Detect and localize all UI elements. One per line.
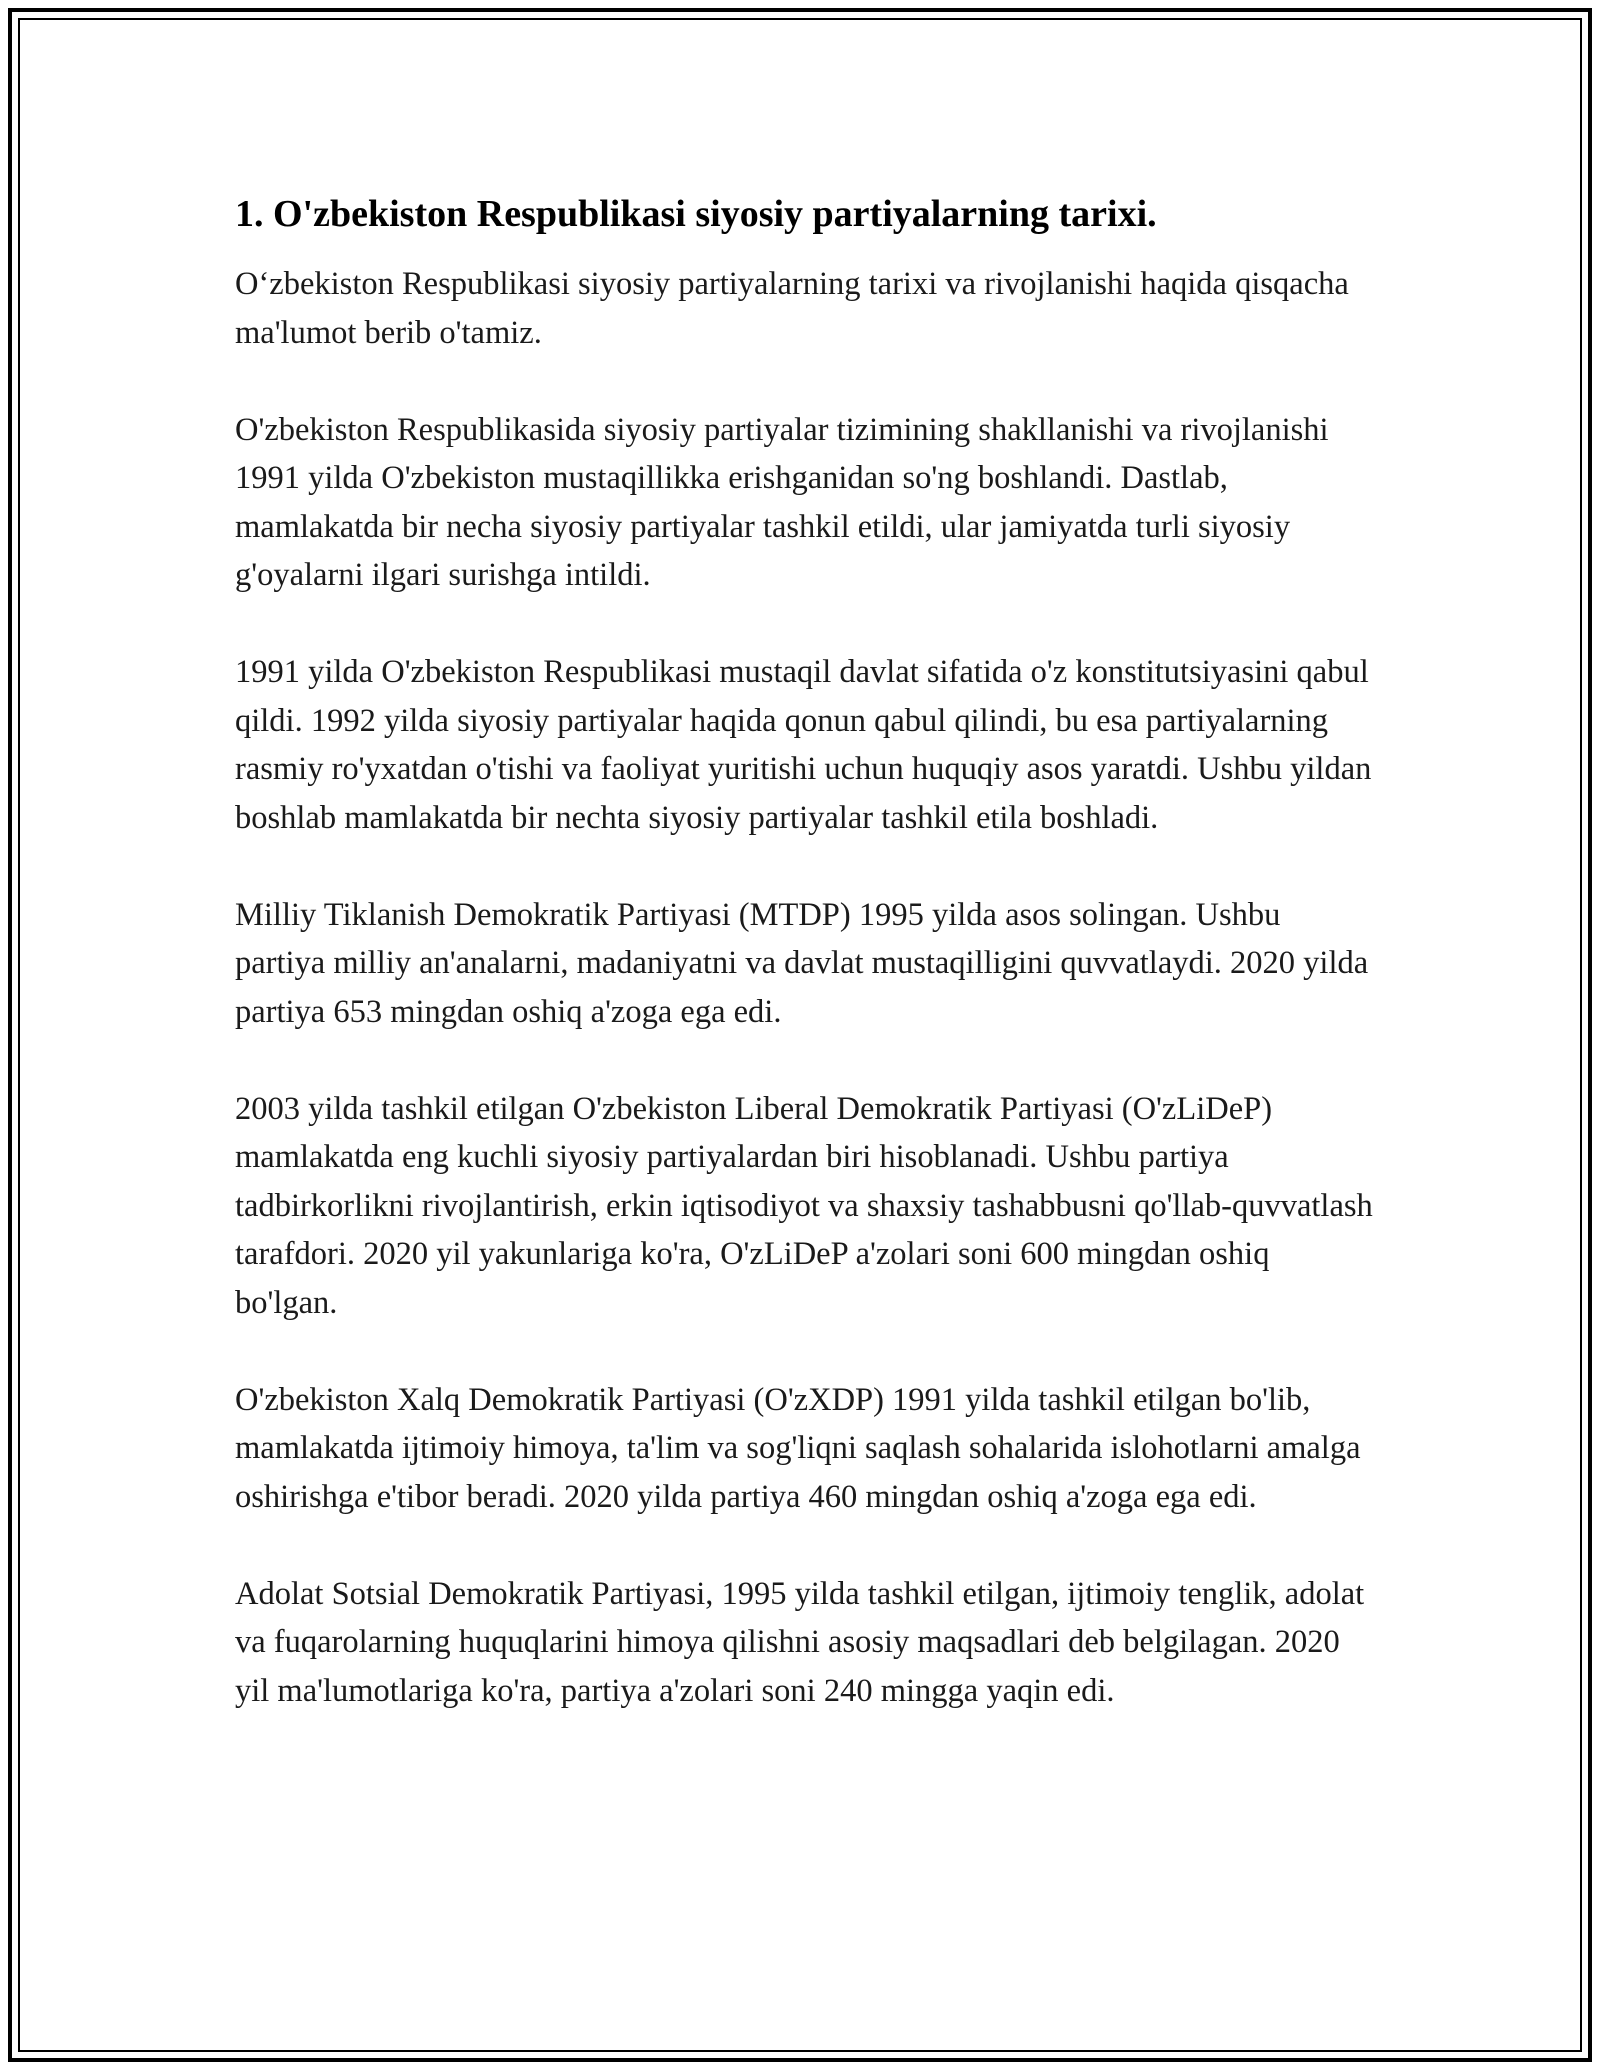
paragraph-formation: O'zbekiston Respublikasida siyosiy partiyalar tizimining shakllanishi va rivojlanishi 1991 yilda O'zbekiston mustaqillikka erishganidan so'ng boshlandi. Dastlab, mamlakatda bir necha siyosiy partiyalar tashkil etildi, ular jamiyatda turli siyosiy g'oyalarni ilgari surishga intildi.	[235, 411, 1329, 593]
paragraph-mtdp: Milliy Tiklanish Demokratik Partiyasi (MTDP) 1995 yilda asos solingan. Ushbu partiya milliy an'analarni, madaniyatni va davlat mustaqilligini quvvatlaydi. 2020 yilda partiya 653 mingdan oshiq a'zoga ega edi.	[235, 896, 1369, 1030]
paragraph-intro: O‘zbekiston Respublikasi siyosiy partiyalarning tarixi va rivojlanishi haqida qisqacha ma'lumot berib o'tamiz.	[235, 266, 1349, 351]
paragraph-constitution: 1991 yilda O'zbekiston Respublikasi mustaqil davlat sifatida o'z konstitutsiyasini qabul qildi. 1992 yilda siyosiy partiyalar haqida qonun qabul qilindi, bu esa partiyalarning rasmiy ro'yxatdan o'tishi va faoliyat yuritishi uchun huquqiy asos yaratdi. Ushbu yildan boshlab mamlakatda bir nechta siyosiy partiyalar tashkil etila boshladi.	[235, 654, 1372, 836]
document-body	[235, 190, 1375, 1764]
document-heading: 1. O'zbekiston Respublikasi siyosiy partiyalarning tarixi.	[235, 193, 1157, 235]
paragraph-ozxdp: O'zbekiston Xalq Demokratik Partiyasi (O'zXDP) 1991 yilda tashkil etilgan bo'lib, mamlakatda ijtimoiy himoya, ta'lim va sog'liqni saqlash sohalarida islohotlarni amalga oshirishga e'tibor beradi. 2020 yilda partiya 460 mingdan oshiq a'zoga ega edi.	[235, 1381, 1361, 1515]
paragraph-adolat: Adolat Sotsial Demokratik Partiyasi, 1995 yilda tashkil etilgan, ijtimoiy tenglik, adolat va fuqarolarning huquqlarini himoya qilishni asosiy maqsadlari deb belgilagan. 2020 yil ma'lumotlariga ko'ra, partiya a'zolari soni 240 mingga yaqin edi.	[235, 1575, 1365, 1709]
paragraph-ozlidep: 2003 yilda tashkil etilgan O'zbekiston Liberal Demokratik Partiyasi (O'zLiDeP) mamlakatda eng kuchli siyosiy partiyalardan biri hisoblanadi. Ushbu partiya tadbirkorlikni rivojlantirish, erkin iqtisodiyot va shaxsiy tashabbusni qo'llab-quvvatlash tarafdori. 2020 yil yakunlariga ko'ra, O'zLiDeP a'zolari soni 600 mingdan oshiq bo'lgan.	[235, 1090, 1373, 1321]
